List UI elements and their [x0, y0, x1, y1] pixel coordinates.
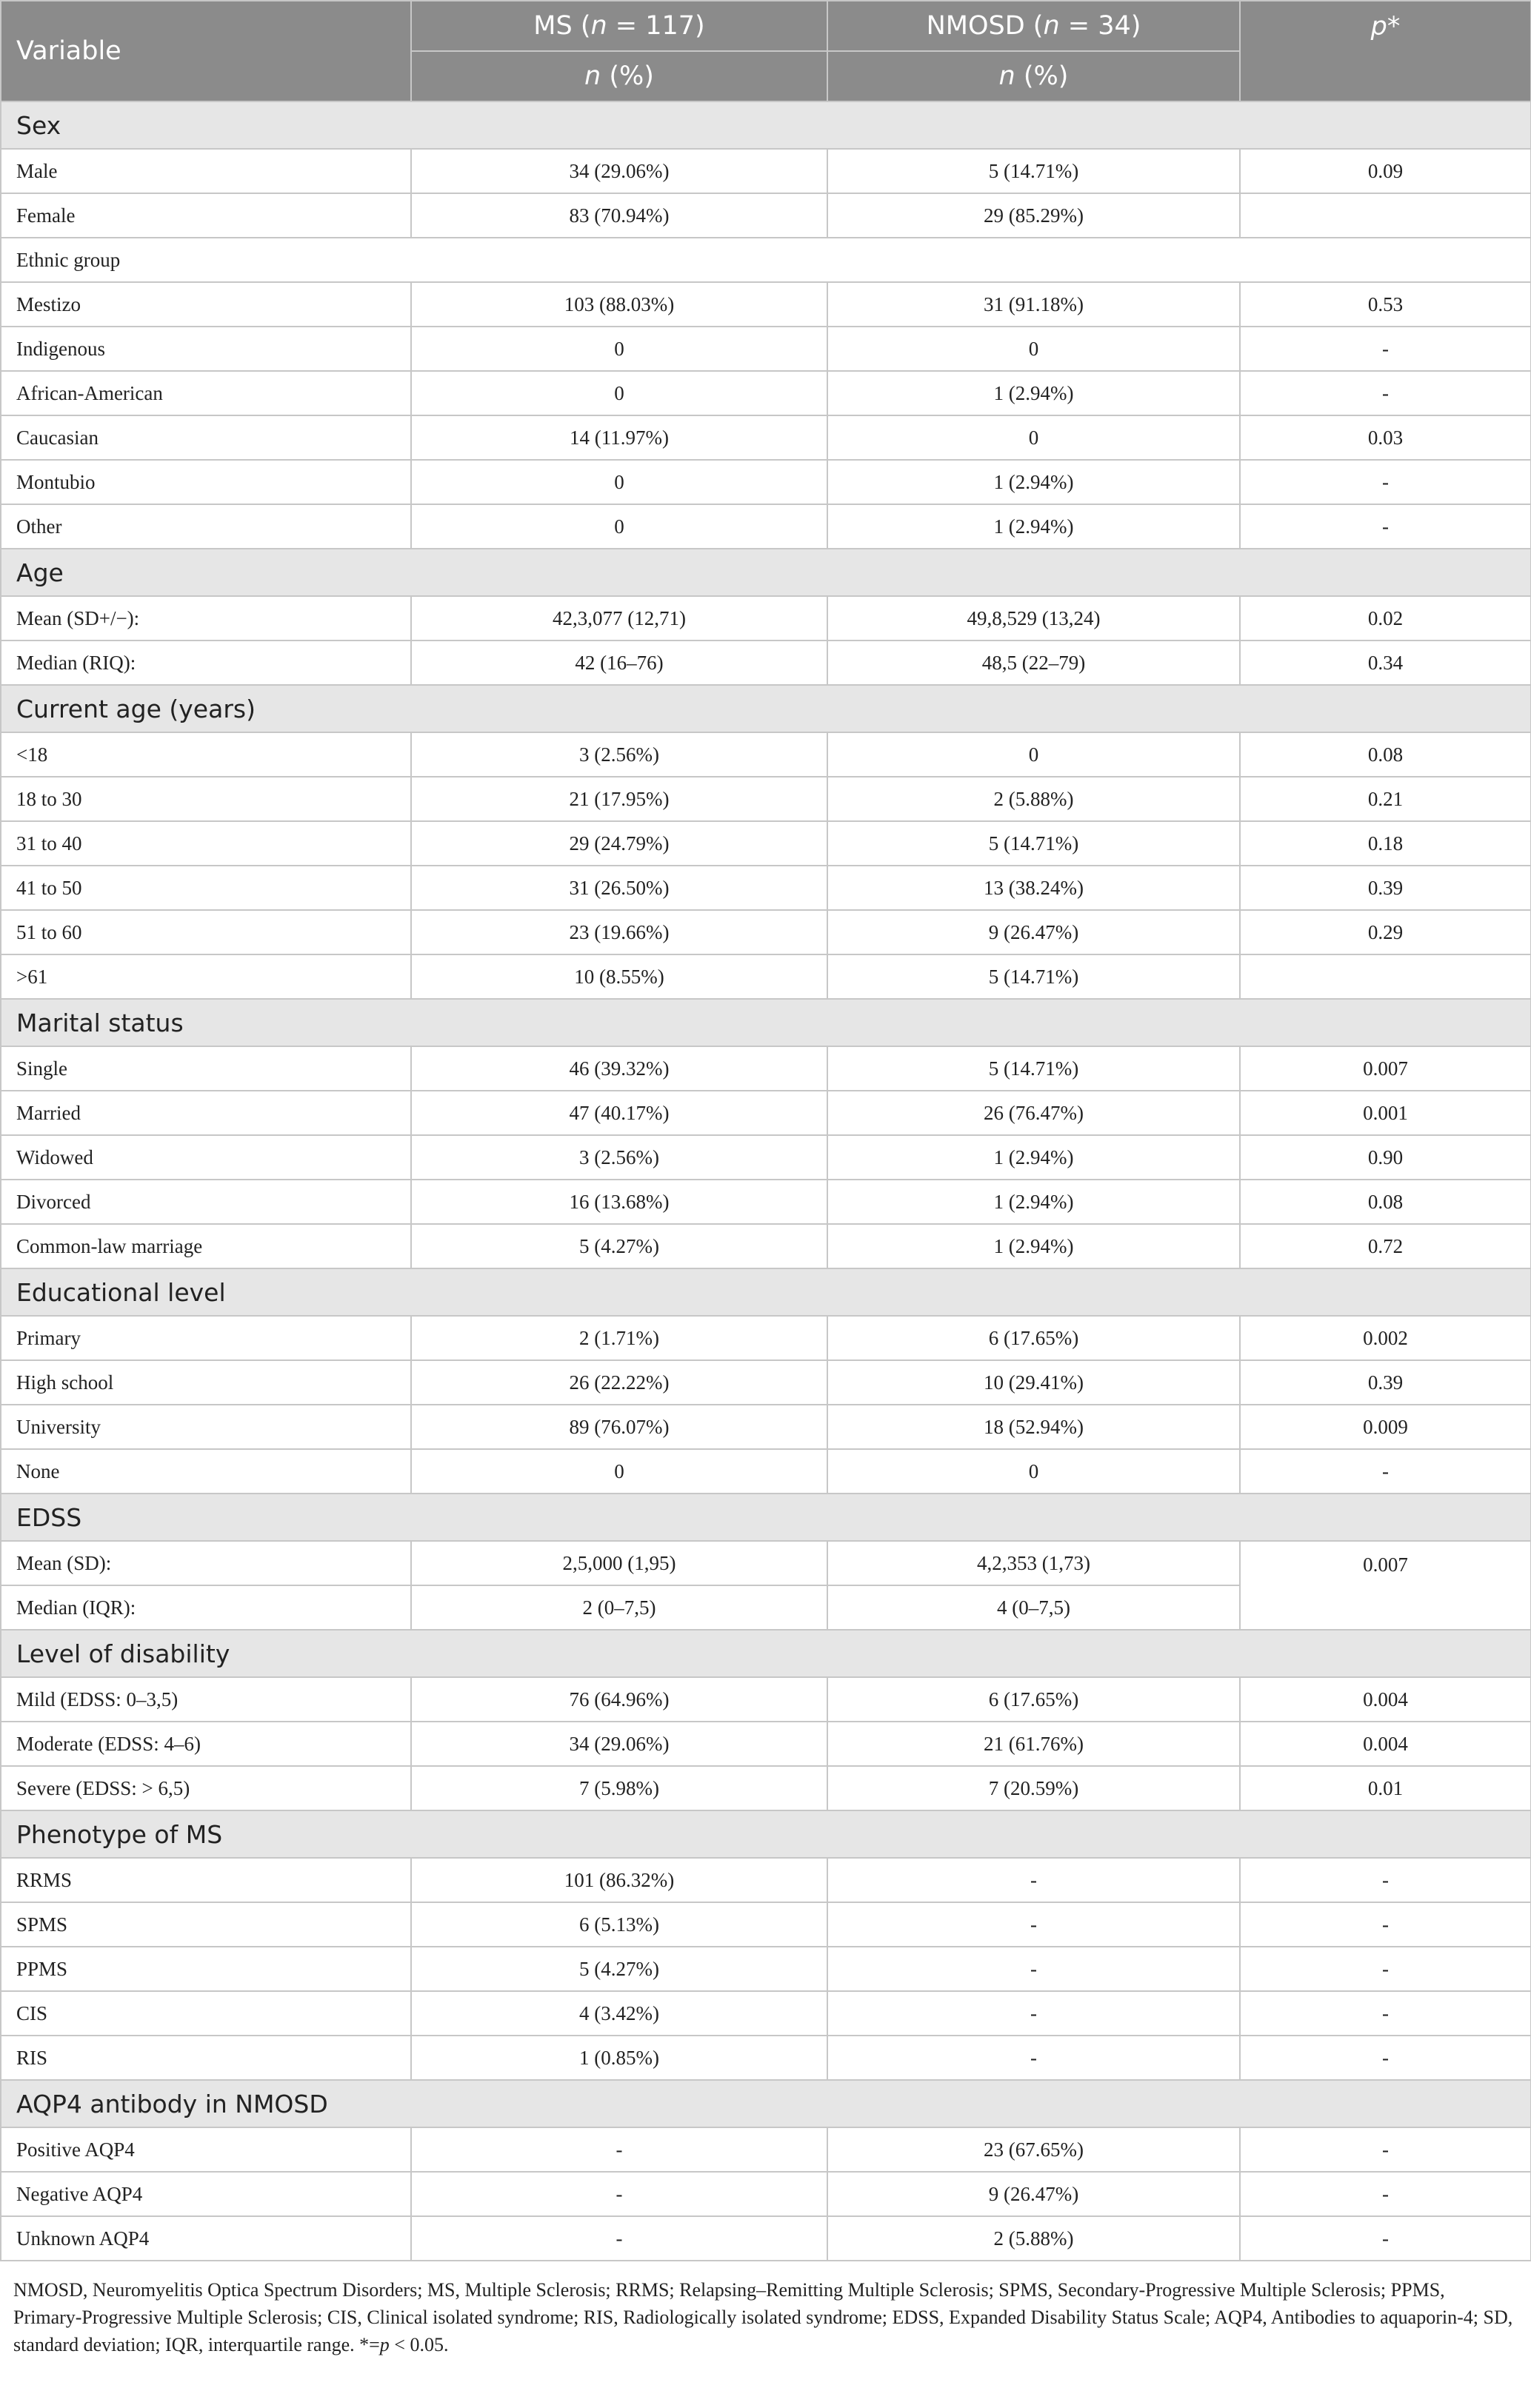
table-row: [1, 1046, 1531, 1091]
section-title: Sex: [1, 101, 1531, 149]
section-title: EDSS: [1, 1494, 1531, 1541]
p-value-cell: 0.34: [1240, 641, 1531, 685]
ms-cell: 0: [411, 327, 827, 371]
section-header-row: [1, 101, 1531, 149]
table-row: [1, 866, 1531, 910]
ms-cell: 3 (2.56%): [411, 1135, 827, 1180]
header-ms-unit-pct: (%): [601, 61, 654, 91]
p-value-cell: 0.39: [1240, 866, 1531, 910]
table-row: [1, 2127, 1531, 2172]
table-row: [1, 504, 1531, 549]
ms-cell: 101 (86.32%): [411, 1858, 827, 1902]
table-row: [1, 1316, 1531, 1360]
table-row: [1, 2036, 1531, 2080]
variable-cell: Other: [1, 504, 411, 549]
ms-cell: 0: [411, 371, 827, 415]
p-value-cell: 0.004: [1240, 1722, 1531, 1766]
nmosd-cell: 2 (5.88%): [827, 2216, 1240, 2261]
p-value-cell: 0.08: [1240, 732, 1531, 777]
p-value-cell: 0.21: [1240, 777, 1531, 821]
nmosd-cell: 49,8,529 (13,24): [827, 596, 1240, 641]
nmosd-cell: 9 (26.47%): [827, 910, 1240, 954]
ms-cell: 89 (76.07%): [411, 1405, 827, 1449]
p-value-cell: 0.02: [1240, 596, 1531, 641]
nmosd-cell: -: [827, 1858, 1240, 1902]
table-row: [1, 1135, 1531, 1180]
variable-cell: University: [1, 1405, 411, 1449]
p-value-cell: -: [1240, 371, 1531, 415]
ms-cell: -: [411, 2172, 827, 2216]
header-nmosd-unit-n: n: [998, 61, 1015, 91]
variable-cell: Positive AQP4: [1, 2127, 411, 2172]
nmosd-cell: 5 (14.71%): [827, 821, 1240, 866]
ms-cell: 2,5,000 (1,95): [411, 1541, 827, 1585]
nmosd-cell: 10 (29.41%): [827, 1360, 1240, 1405]
table-row: [1, 821, 1531, 866]
subheading-row: [1, 238, 1531, 282]
p-value-cell: -: [1240, 1858, 1531, 1902]
nmosd-cell: 6 (17.65%): [827, 1677, 1240, 1722]
header-nmosd-prefix: NMOSD (: [926, 11, 1044, 41]
ms-cell: 23 (19.66%): [411, 910, 827, 954]
table-row: [1, 327, 1531, 371]
p-value-cell: -: [1240, 1449, 1531, 1494]
variable-cell: Unknown AQP4: [1, 2216, 411, 2261]
nmosd-cell: -: [827, 1902, 1240, 1947]
header-ms-unit: [411, 51, 827, 101]
p-value-cell: 0.08: [1240, 1180, 1531, 1224]
header-variable: Variable: [1, 1, 411, 101]
p-value-cell: 0.001: [1240, 1091, 1531, 1135]
table-row: [1, 1360, 1531, 1405]
variable-cell: Median (RIQ):: [1, 641, 411, 685]
p-value-cell: 0.18: [1240, 821, 1531, 866]
nmosd-cell: 5 (14.71%): [827, 149, 1240, 193]
header-ms-n: n: [590, 11, 607, 41]
section-header-row: [1, 1268, 1531, 1316]
p-value-cell: -: [1240, 2216, 1531, 2261]
nmosd-cell: -: [827, 1947, 1240, 1991]
table-row: [1, 1947, 1531, 1991]
table-row: [1, 1541, 1531, 1585]
header-nmosd: [827, 1, 1240, 51]
variable-cell: Negative AQP4: [1, 2172, 411, 2216]
section-title: Educational level: [1, 1268, 1531, 1316]
variable-cell: RRMS: [1, 1858, 411, 1902]
p-value-cell: [1240, 193, 1531, 238]
section-header-row: [1, 2080, 1531, 2127]
p-value-cell: -: [1240, 327, 1531, 371]
nmosd-cell: 7 (20.59%): [827, 1766, 1240, 1810]
ms-cell: -: [411, 2216, 827, 2261]
variable-cell: Male: [1, 149, 411, 193]
nmosd-cell: 31 (91.18%): [827, 282, 1240, 327]
section-title: Phenotype of MS: [1, 1810, 1531, 1858]
variable-cell: Female: [1, 193, 411, 238]
p-value-cell: -: [1240, 504, 1531, 549]
ms-cell: 4 (3.42%): [411, 1991, 827, 2036]
ms-cell: 14 (11.97%): [411, 415, 827, 460]
p-value-cell: -: [1240, 1991, 1531, 2036]
p-value-cell: 0.29: [1240, 910, 1531, 954]
table-body: [1, 101, 1531, 2261]
table-row: [1, 1722, 1531, 1766]
ms-cell: 1 (0.85%): [411, 2036, 827, 2080]
nmosd-cell: 0: [827, 327, 1240, 371]
header-ms-unit-n: n: [584, 61, 601, 91]
p-value-cell: -: [1240, 2036, 1531, 2080]
ms-cell: 26 (22.22%): [411, 1360, 827, 1405]
ms-cell: 31 (26.50%): [411, 866, 827, 910]
section-header-row: [1, 685, 1531, 732]
ms-cell: 6 (5.13%): [411, 1902, 827, 1947]
nmosd-cell: 4 (0–7,5): [827, 1585, 1240, 1630]
ms-cell: 0: [411, 504, 827, 549]
variable-cell: None: [1, 1449, 411, 1494]
nmosd-cell: 2 (5.88%): [827, 777, 1240, 821]
table-row: [1, 282, 1531, 327]
variable-cell: Mild (EDSS: 0–3,5): [1, 1677, 411, 1722]
table-row: [1, 460, 1531, 504]
table-row: [1, 1449, 1531, 1494]
nmosd-cell: 9 (26.47%): [827, 2172, 1240, 2216]
ms-cell: 46 (39.32%): [411, 1046, 827, 1091]
variable-cell: 31 to 40: [1, 821, 411, 866]
header-ms-suffix: = 117): [607, 11, 705, 41]
ms-cell: 103 (88.03%): [411, 282, 827, 327]
variable-cell: 51 to 60: [1, 910, 411, 954]
nmosd-cell: 13 (38.24%): [827, 866, 1240, 910]
nmosd-cell: 26 (76.47%): [827, 1091, 1240, 1135]
nmosd-cell: 1 (2.94%): [827, 1135, 1240, 1180]
variable-cell: African-American: [1, 371, 411, 415]
header-nmosd-suffix: = 34): [1059, 11, 1141, 41]
table-row: [1, 193, 1531, 238]
variable-cell: >61: [1, 954, 411, 999]
ms-cell: 3 (2.56%): [411, 732, 827, 777]
header-ms: [411, 1, 827, 51]
section-header-row: [1, 1630, 1531, 1677]
variable-cell: Caucasian: [1, 415, 411, 460]
footnote-text: NMOSD, Neuromyelitis Optica Spectrum Disorders; MS, Multiple Sclerosis; RRMS; Relapsing–Remitting Multiple Sclerosis; SPMS, Secondary-Progressive Multiple Sclerosis; PPMS, Primary-Progressive Multiple Sclerosis; CIS, Clinical isolated syndrome; RIS, Radiologically isolated syndrome; EDSS, Expanded Disability Status Scale; AQP4, Antibodies to aquaporin-4; SD, standard deviation; IQR, interquartile range. *=: [13, 2279, 1513, 2355]
table-row: [1, 910, 1531, 954]
variable-cell: Widowed: [1, 1135, 411, 1180]
section-title: Level of disability: [1, 1630, 1531, 1677]
nmosd-cell: -: [827, 1991, 1240, 2036]
nmosd-cell: 29 (85.29%): [827, 193, 1240, 238]
p-value-cell: 0.53: [1240, 282, 1531, 327]
nmosd-cell: 0: [827, 415, 1240, 460]
nmosd-cell: 21 (61.76%): [827, 1722, 1240, 1766]
nmosd-cell: 1 (2.94%): [827, 1224, 1240, 1268]
variable-cell: Moderate (EDSS: 4–6): [1, 1722, 411, 1766]
header-p-star: *: [1387, 12, 1401, 41]
p-value-cell: 0.01: [1240, 1766, 1531, 1810]
ms-cell: 5 (4.27%): [411, 1224, 827, 1268]
p-value-cell: -: [1240, 1902, 1531, 1947]
variable-cell: Divorced: [1, 1180, 411, 1224]
variable-cell: Mean (SD):: [1, 1541, 411, 1585]
variable-cell: Mestizo: [1, 282, 411, 327]
table-row: [1, 777, 1531, 821]
p-value-cell: 0.002: [1240, 1316, 1531, 1360]
nmosd-cell: 5 (14.71%): [827, 1046, 1240, 1091]
nmosd-cell: 6 (17.65%): [827, 1316, 1240, 1360]
variable-cell: Montubio: [1, 460, 411, 504]
table-header: [1, 1, 1531, 101]
section-title: Age: [1, 549, 1531, 596]
table-row: [1, 732, 1531, 777]
variable-cell: Severe (EDSS: > 6,5): [1, 1766, 411, 1810]
nmosd-cell: 48,5 (22–79): [827, 641, 1240, 685]
header-p: [1240, 1, 1531, 101]
header-ms-prefix: MS (: [533, 11, 591, 41]
p-value-cell: -: [1240, 2127, 1531, 2172]
p-value-cell: -: [1240, 1947, 1531, 1991]
table-row: [1, 2216, 1531, 2261]
variable-cell: Common-law marriage: [1, 1224, 411, 1268]
variable-cell: 41 to 50: [1, 866, 411, 910]
p-value-cell: 0.90: [1240, 1135, 1531, 1180]
table-row: [1, 1405, 1531, 1449]
p-value-cell: 0.007: [1240, 1541, 1531, 1630]
p-value-cell: 0.03: [1240, 415, 1531, 460]
nmosd-cell: 1 (2.94%): [827, 504, 1240, 549]
variable-cell: CIS: [1, 1991, 411, 2036]
table-row: [1, 641, 1531, 685]
nmosd-cell: 4,2,353 (1,73): [827, 1541, 1240, 1585]
p-value-cell: 0.007: [1240, 1046, 1531, 1091]
p-value-cell: -: [1240, 2172, 1531, 2216]
footnote-tail: < 0.05.: [389, 2334, 449, 2355]
variable-cell: High school: [1, 1360, 411, 1405]
header-nmosd-unit: [827, 51, 1240, 101]
section-header-row: [1, 1810, 1531, 1858]
ms-cell: 0: [411, 1449, 827, 1494]
variable-cell: <18: [1, 732, 411, 777]
p-value-cell: -: [1240, 460, 1531, 504]
table-row: [1, 1766, 1531, 1810]
nmosd-cell: 0: [827, 1449, 1240, 1494]
nmosd-cell: 0: [827, 732, 1240, 777]
variable-cell: Single: [1, 1046, 411, 1091]
section-header-row: [1, 999, 1531, 1046]
section-title: AQP4 antibody in NMOSD: [1, 2080, 1531, 2127]
ms-cell: 2 (0–7,5): [411, 1585, 827, 1630]
ms-cell: 7 (5.98%): [411, 1766, 827, 1810]
nmosd-cell: -: [827, 2036, 1240, 2080]
table-row: [1, 1224, 1531, 1268]
header-nmosd-n: n: [1043, 11, 1060, 41]
table-row: [1, 371, 1531, 415]
variable-cell: Median (IQR):: [1, 1585, 411, 1630]
ms-cell: 42,3,077 (12,71): [411, 596, 827, 641]
header-row: [1, 1, 1531, 51]
variable-cell: Mean (SD+/−):: [1, 596, 411, 641]
section-header-row: [1, 1494, 1531, 1541]
variable-cell: Indigenous: [1, 327, 411, 371]
table-row: [1, 1091, 1531, 1135]
p-value-cell: 0.39: [1240, 1360, 1531, 1405]
ms-cell: 29 (24.79%): [411, 821, 827, 866]
nmosd-cell: 1 (2.94%): [827, 460, 1240, 504]
ms-cell: 16 (13.68%): [411, 1180, 827, 1224]
ms-cell: 34 (29.06%): [411, 1722, 827, 1766]
ms-cell: 42 (16–76): [411, 641, 827, 685]
nmosd-cell: 23 (67.65%): [827, 2127, 1240, 2172]
footnote-p: p: [379, 2334, 390, 2355]
table-row: [1, 1180, 1531, 1224]
ms-cell: 83 (70.94%): [411, 193, 827, 238]
variable-cell: 18 to 30: [1, 777, 411, 821]
ms-cell: 76 (64.96%): [411, 1677, 827, 1722]
p-value-cell: 0.009: [1240, 1405, 1531, 1449]
variable-cell: PPMS: [1, 1947, 411, 1991]
p-value-cell: 0.09: [1240, 149, 1531, 193]
ms-cell: 34 (29.06%): [411, 149, 827, 193]
p-value-cell: 0.004: [1240, 1677, 1531, 1722]
section-title: Current age (years): [1, 685, 1531, 732]
table-row: [1, 596, 1531, 641]
table-row: [1, 415, 1531, 460]
header-nmosd-unit-pct: (%): [1015, 61, 1069, 91]
table-row: [1, 954, 1531, 999]
variable-cell: Married: [1, 1091, 411, 1135]
nmosd-cell: 1 (2.94%): [827, 1180, 1240, 1224]
variable-cell: Primary: [1, 1316, 411, 1360]
nmosd-cell: 1 (2.94%): [827, 371, 1240, 415]
header-p-label: p: [1370, 12, 1387, 41]
subheading-label: Ethnic group: [1, 238, 1531, 282]
ms-cell: 10 (8.55%): [411, 954, 827, 999]
table-row: [1, 1902, 1531, 1947]
nmosd-cell: 5 (14.71%): [827, 954, 1240, 999]
ms-cell: 2 (1.71%): [411, 1316, 827, 1360]
section-title: Marital status: [1, 999, 1531, 1046]
table-footnote: [0, 2261, 1530, 2358]
variable-cell: SPMS: [1, 1902, 411, 1947]
table-row: [1, 149, 1531, 193]
table-row: [1, 1858, 1531, 1902]
section-header-row: [1, 549, 1531, 596]
table-row: [1, 1991, 1531, 2036]
p-value-cell: 0.72: [1240, 1224, 1531, 1268]
table-row: [1, 1677, 1531, 1722]
ms-cell: -: [411, 2127, 827, 2172]
ms-cell: 5 (4.27%): [411, 1947, 827, 1991]
variable-cell: RIS: [1, 2036, 411, 2080]
ms-cell: 47 (40.17%): [411, 1091, 827, 1135]
nmosd-cell: 18 (52.94%): [827, 1405, 1240, 1449]
ms-cell: 21 (17.95%): [411, 777, 827, 821]
p-value-cell: [1240, 954, 1531, 999]
ms-cell: 0: [411, 460, 827, 504]
table-row: [1, 2172, 1531, 2216]
